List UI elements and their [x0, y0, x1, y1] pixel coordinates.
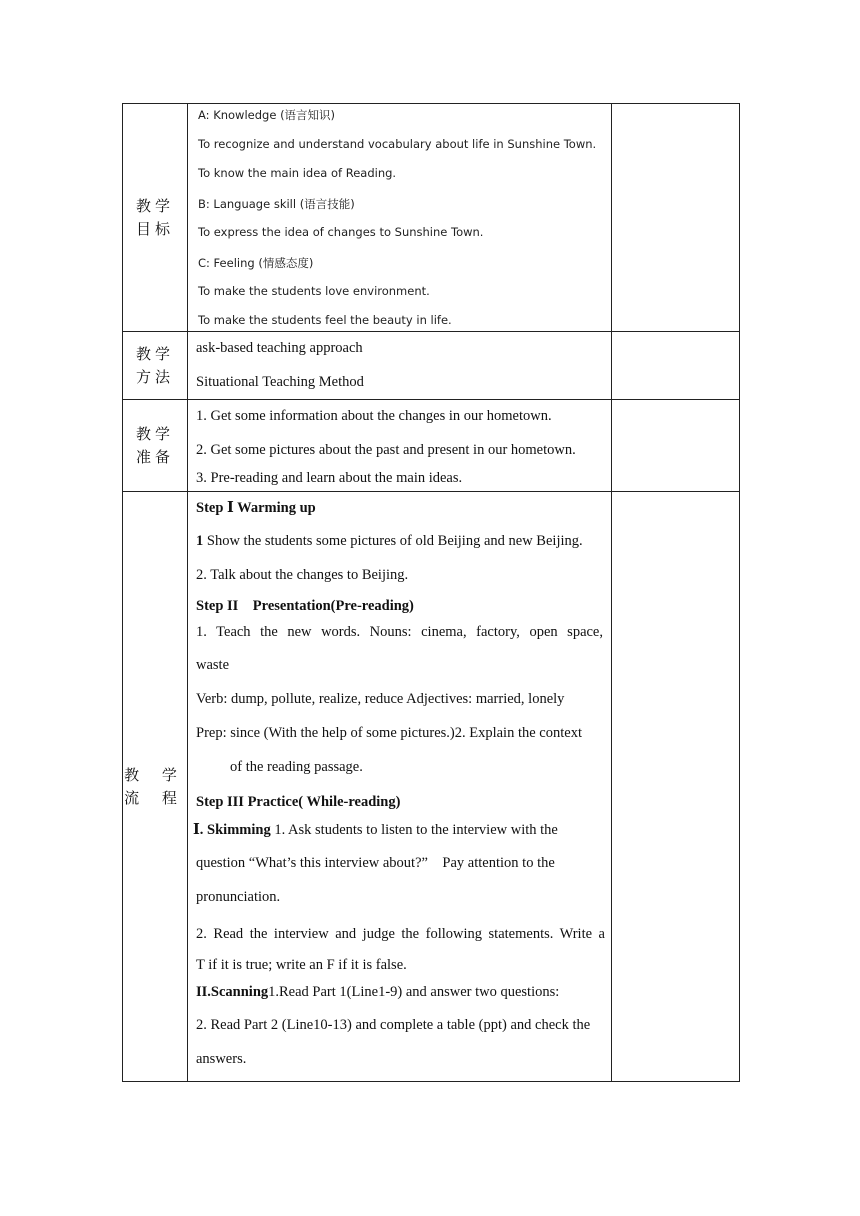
- objective-line: To know the main idea of Reading.: [198, 166, 397, 180]
- label-procedure: 教 学 流 程: [123, 492, 188, 1082]
- notes-cell: [612, 400, 740, 492]
- label-methods: 教学 方法: [123, 332, 188, 400]
- method-line: Situational Teaching Method: [196, 374, 364, 390]
- step-heading: Step III Practice( While-reading): [196, 794, 401, 810]
- procedure-line: pronunciation.: [196, 889, 281, 905]
- step-heading: Step Ⅰ Warming up: [196, 500, 316, 516]
- objective-line: B: Language skill (语言技能): [198, 197, 355, 211]
- row-procedure: [123, 492, 740, 1082]
- procedure-line: waste: [196, 657, 230, 673]
- procedure-line: Verb: dump, pollute, realize, reduce Adjectives: married, lonely: [196, 691, 565, 707]
- procedure-line: II.Scanning1.Read Part 1(Line1-9) and answer two questions:: [196, 984, 560, 1000]
- procedure-line: answers.: [196, 1051, 247, 1067]
- notes-cell: [612, 104, 740, 332]
- procedure-line: 1 Show the students some pictures of old Beijing and new Beijing.: [196, 533, 583, 549]
- objective-line: C: Feeling (情感态度): [198, 256, 314, 270]
- procedure-line: question “What’s this interview about?” Pay attention to the: [196, 855, 555, 871]
- procedure-content: [188, 492, 612, 1082]
- procedure-line: 2. Talk about the changes to Beijing.: [196, 567, 409, 583]
- notes-cell: [612, 492, 740, 1082]
- objective-line: To make the students love environment.: [198, 284, 430, 298]
- preparation-line: 3. Pre-reading and learn about the main ideas.: [196, 470, 463, 486]
- objective-line: To make the students feel the beauty in life.: [198, 313, 452, 327]
- preparation-content: [188, 400, 612, 492]
- lesson-plan-table: [122, 103, 740, 1082]
- objective-line: To recognize and understand vocabulary about life in Sunshine Town.: [198, 137, 597, 151]
- label-preparation: 教学 准备: [123, 400, 188, 492]
- procedure-line: of the reading passage.: [230, 759, 363, 775]
- row-preparation: [123, 400, 740, 492]
- objective-line: To express the idea of changes to Sunshine Town.: [198, 225, 484, 239]
- preparation-line: 1. Get some information about the changes in our hometown.: [196, 408, 552, 424]
- methods-content: [188, 332, 612, 400]
- row-methods: [123, 332, 740, 400]
- step-heading: Step II Presentation(Pre-reading): [196, 598, 414, 614]
- procedure-line: 1. Teach the new words. Nouns: cinema, factory, open space,: [196, 624, 603, 640]
- row-objectives: [123, 104, 740, 332]
- notes-cell: [612, 332, 740, 400]
- procedure-line: 2. Read the interview and judge the following statements. Write a: [196, 926, 605, 942]
- label-objectives: 教学 目标: [123, 104, 188, 332]
- procedure-line: 2. Read Part 2 (Line10-13) and complete a table (ppt) and check the: [196, 1017, 591, 1033]
- procedure-line: T if it is true; write an F if it is false.: [196, 957, 407, 973]
- method-line: ask-based teaching approach: [196, 340, 363, 356]
- objective-line: A: Knowledge (语言知识): [198, 108, 336, 122]
- objectives-content: [188, 104, 612, 332]
- preparation-line: 2. Get some pictures about the past and present in our hometown.: [196, 442, 576, 458]
- procedure-line: Ⅰ. Skimming 1. Ask students to listen to the interview with the: [193, 822, 558, 838]
- procedure-line: Prep: since (With the help of some pictures.)2. Explain the context: [196, 725, 582, 741]
